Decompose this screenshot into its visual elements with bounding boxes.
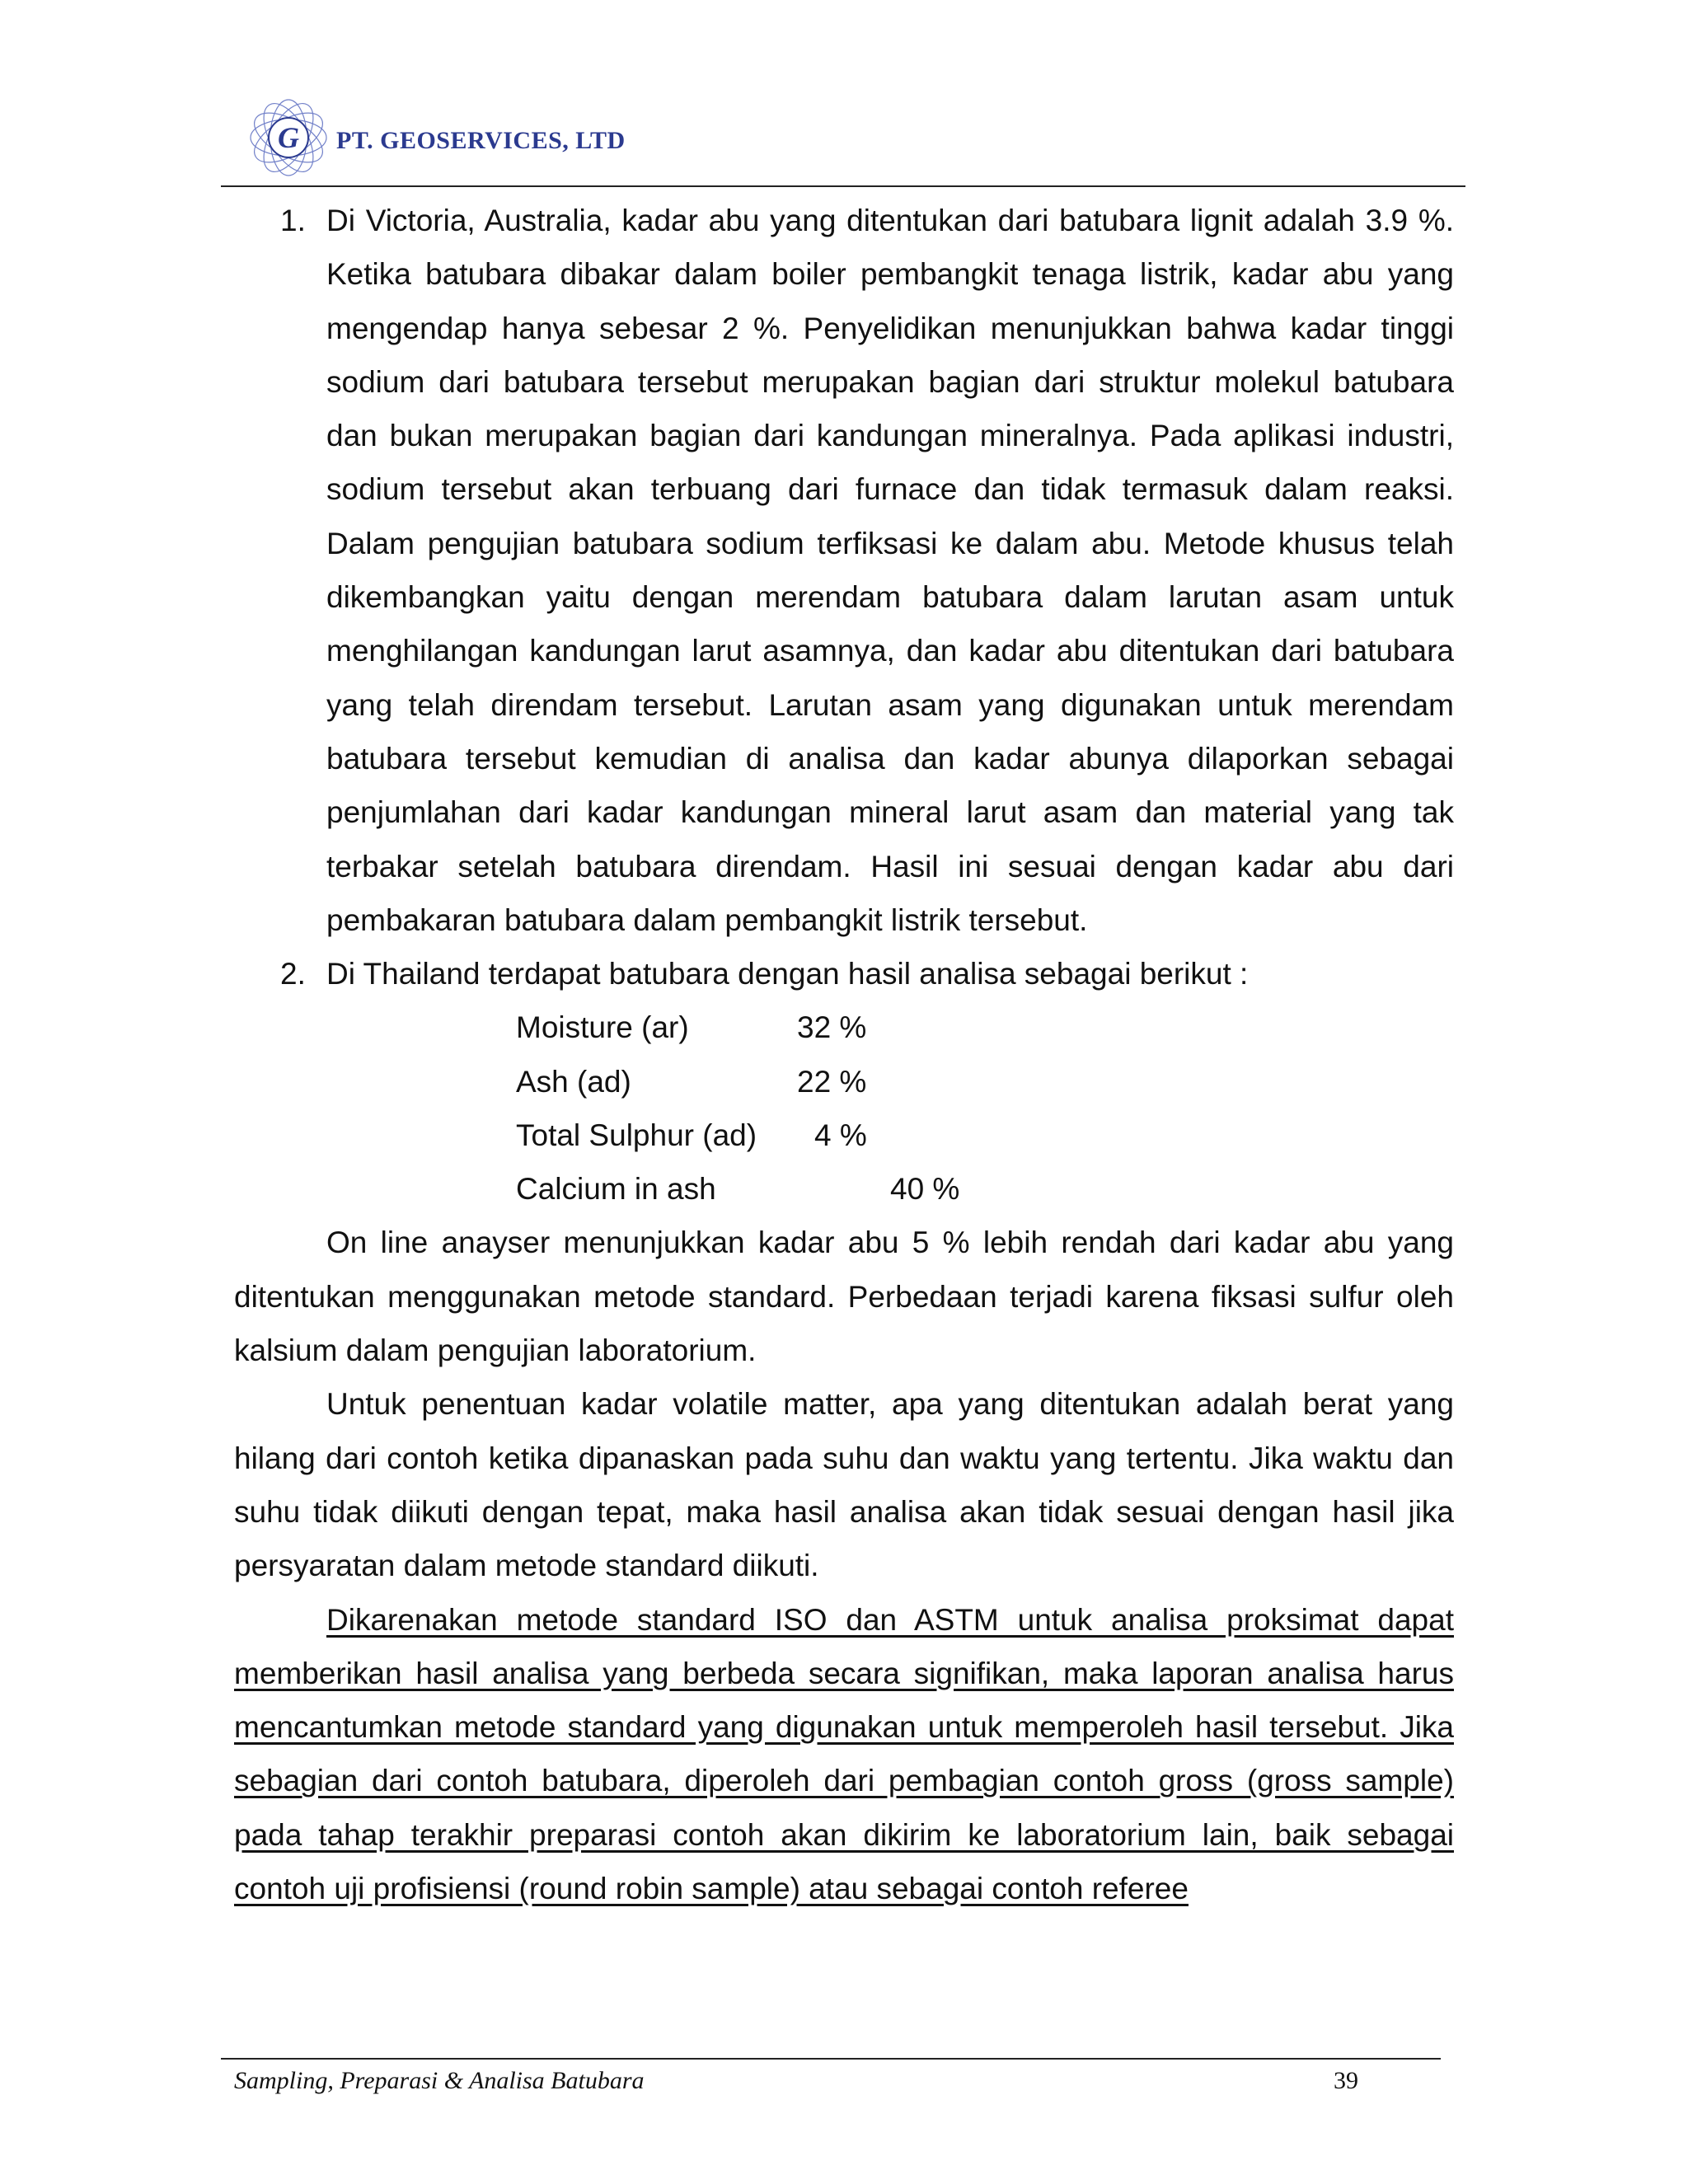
analysis-table <box>234 1001 1454 1216</box>
analysis-value: 40 % <box>890 1172 960 1207</box>
page-number: 39 <box>1334 2067 1358 2094</box>
footer-title: Sampling, Preparasi & Analisa Batubara <box>234 2067 645 2094</box>
geoservices-logo-icon <box>247 96 330 179</box>
document-body <box>234 194 1454 1915</box>
list-text: Di Thailand terdapat batubara dengan hasil analisa sebagai berikut : <box>326 957 1249 991</box>
header-divider <box>221 185 1465 187</box>
analysis-value: 4 % <box>814 1118 867 1153</box>
underlined-text: Dikarenakan metode standard ISO dan ASTM untuk analisa proksimat dapat memberikan hasil analisa yang berbeda secara signifikan, maka laporan analisa harus mencantumkan metode standard yang digunakan untuk memperoleh hasil tersebut. Jika sebagian dari contoh batubara, diperoleh dari pembagian contoh gross (gross sample) pada tahap terakhir preparasi contoh akan dikirim ke laboratorium lain, baik sebagai contoh uji profisiensi (round robin sample) atau sebagai contoh referee <box>234 1602 1454 1906</box>
logo-graphic <box>247 96 330 179</box>
analysis-label: Total Sulphur (ad) <box>516 1118 757 1153</box>
logo-letter: G <box>278 121 299 154</box>
list-number: 1. <box>280 204 306 237</box>
list-text: Di Victoria, Australia, kadar abu yang ditentukan dari batubara lignit adalah 3.9 %. Ketika batubara dibakar dalam boiler pembangkit tenaga listrik, kadar abu yang mengendap hanya sebesar 2 %. Penyelidikan menunjukkan bahwa kadar tinggi sodium dari batubara tersebut merupakan bagian dari struktur molekul batubara dan bukan merupakan bagian dari kandungan mineralnya. Pada aplikasi industri, sodium tersebut akan terbuang dari furnace dan tidak termasuk dalam reaksi. Dalam pengujian batubara sodium terfiksasi ke dalam abu. Metode khusus telah dikembangkan yaitu dengan merendam batubara dalam larutan asam untuk menghilangan kandungan larut asamnya, dan kadar abu ditentukan dari batubara yang telah direndam tersebut. Larutan asam yang digunakan untuk merendam batubara tersebut kemudian di analisa dan kadar abunya dilaporkan sebagai penjumlahan dari kadar kandungan mineral larut asam dan material yang tak terbakar setelah batubara direndam. Hasil ini sesuai dengan kadar abu dari pembakaran batubara dalam pembangkit listrik tersebut. <box>326 204 1454 937</box>
paragraph-underlined <box>234 1593 1454 1916</box>
footer-divider <box>221 2058 1441 2060</box>
page-header <box>247 92 626 183</box>
list-number: 2. <box>280 957 306 991</box>
paragraph: Untuk penentuan kadar volatile matter, apa yang ditentukan adalah berat yang hilang dari contoh ketika dipanaskan pada suhu dan waktu yang tertentu. Jika waktu dan suhu tidak diikuti dengan tepat, maka hasil analisa akan tidak sesuai dengan hasil jika persyaratan dalam metode standard diikuti. <box>234 1387 1454 1583</box>
analysis-label: Moisture (ar) <box>516 1010 689 1045</box>
company-name: PT. GEOSERVICES, LTD <box>336 127 626 154</box>
paragraph: On line anayser menunjukkan kadar abu 5 % lebih rendah dari kadar abu yang ditentukan menggunakan metode standard. Perbedaan terjadi karena fiksasi sulfur oleh kalsium dalam pengujian laboratorium. <box>234 1226 1454 1368</box>
list-item <box>234 947 1454 1001</box>
analysis-value: 22 % <box>797 1064 867 1099</box>
list-item <box>234 194 1454 947</box>
analysis-value: 32 % <box>797 1010 867 1045</box>
analysis-label: Ash (ad) <box>516 1064 631 1099</box>
analysis-label: Calcium in ash <box>516 1172 716 1207</box>
